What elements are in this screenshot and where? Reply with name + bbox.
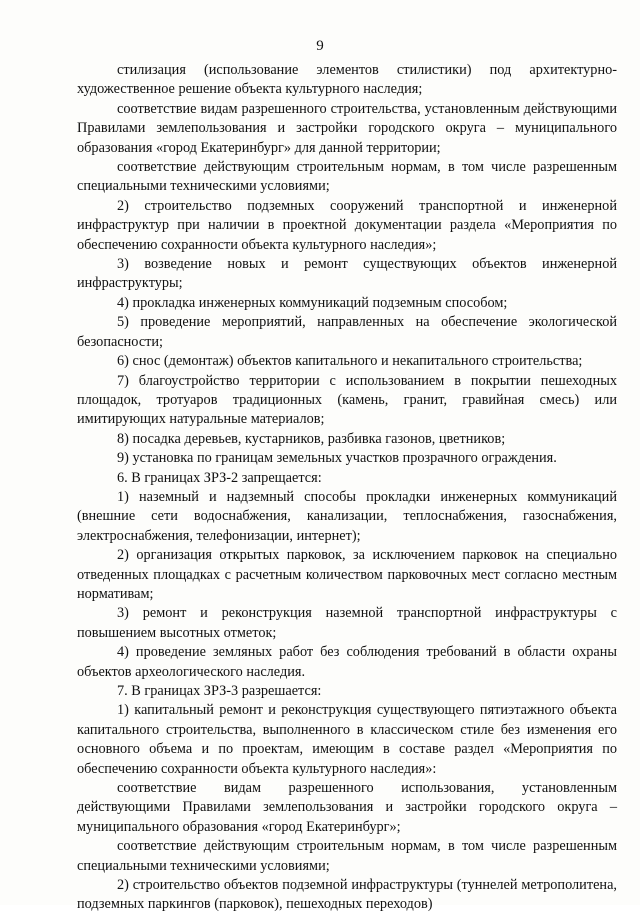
paragraph: стилизация (использование элементов стилистики) под архитектурно-художественное решение объекта культурного наследия; — [77, 62, 617, 98]
page-number: 9 — [316, 38, 324, 54]
paragraph: 7) благоустройство территории с использованием в покрытии пешеходных площадок, тротуаров традиционных (камень, гранит, гравийная смесь) или имитирующих натуральные материалов; — [77, 372, 617, 428]
paragraph: 4) прокладка инженерных коммуникаций подземным способом; — [117, 294, 508, 311]
paragraph: 5) проведение мероприятий, направленных на обеспечение экологической безопасности; — [77, 314, 617, 350]
paragraph: 4) проведение земляных работ без соблюдения требований в области охраны объектов археологического наследия. — [77, 644, 617, 680]
paragraph: 3) ремонт и реконструкция наземной транспортной инфраструктуры с повышением высотных отметок; — [77, 605, 617, 641]
paragraph: 2) строительство подземных сооружений транспортной и инженерной инфраструктур при наличии в проектной документации раздела «Мероприятия по обеспечению сохранности объекта культурного наследия»; — [77, 197, 617, 253]
paragraph: 9) установка по границам земельных участков прозрачного ограждения. — [117, 450, 557, 467]
paragraph: 2) строительство объектов подземной инфраструктуры (туннелей метрополитена, подземных паркингов (парковок), пешеходных переходов) — [77, 877, 617, 913]
paragraph: соответствие действующим строительным нормам, в том числе разрешенным специальными техническими условиями; — [77, 838, 617, 874]
paragraph: 6) снос (демонтаж) объектов капитального и некапитального строительства; — [117, 353, 583, 370]
section-heading: 6. В границах ЗРЗ-2 запрещается: — [117, 469, 322, 486]
section-heading: 7. В границах ЗРЗ-3 разрешается: — [117, 683, 322, 699]
paragraph: 2) организация открытых парковок, за исключением парковок на специально отведенных площадках с расчетным количеством парковочных мест согласно местным нормативам; — [77, 547, 617, 602]
paragraph: 3) возведение новых и ремонт существующих объектов инженерной инфраструктуры; — [77, 256, 617, 292]
paragraph: соответствие видам разрешенного использования, установленным действующими Правилами землепользования и застройки городского округа – муниципального образования «город Екатеринбург»; — [77, 780, 617, 835]
paragraph: соответствие видам разрешенного строительства, установленным действующими Правилами землепользования и застройки городского округа – муниципального образования «город Екатеринбург» для данной территории; — [77, 100, 617, 156]
paragraph: соответствие действующим строительным нормам, в том числе разрешенным специальными техническими условиями; — [77, 159, 617, 195]
paragraph: 1) наземный и надземный способы прокладки инженерных коммуникаций (внешние сети водоснабжения, канализации, теплоснабжения, газоснабжения, электроснабжения, телефонизации, интернет); — [77, 488, 617, 544]
paragraph: 8) посадка деревьев, кустарников, разбивка газонов, цветников; — [117, 430, 506, 447]
paragraph: 1) капитальный ремонт и реконструкция существующего пятиэтажного объекта капитального строительства, выполненного в классическом стиле без изменения его основного объема и по проектам, имеющим в составе раздел «Мероприятия по обеспечению сохранности объекта культурного наследия»: — [77, 702, 617, 777]
document-body — [77, 61, 617, 915]
